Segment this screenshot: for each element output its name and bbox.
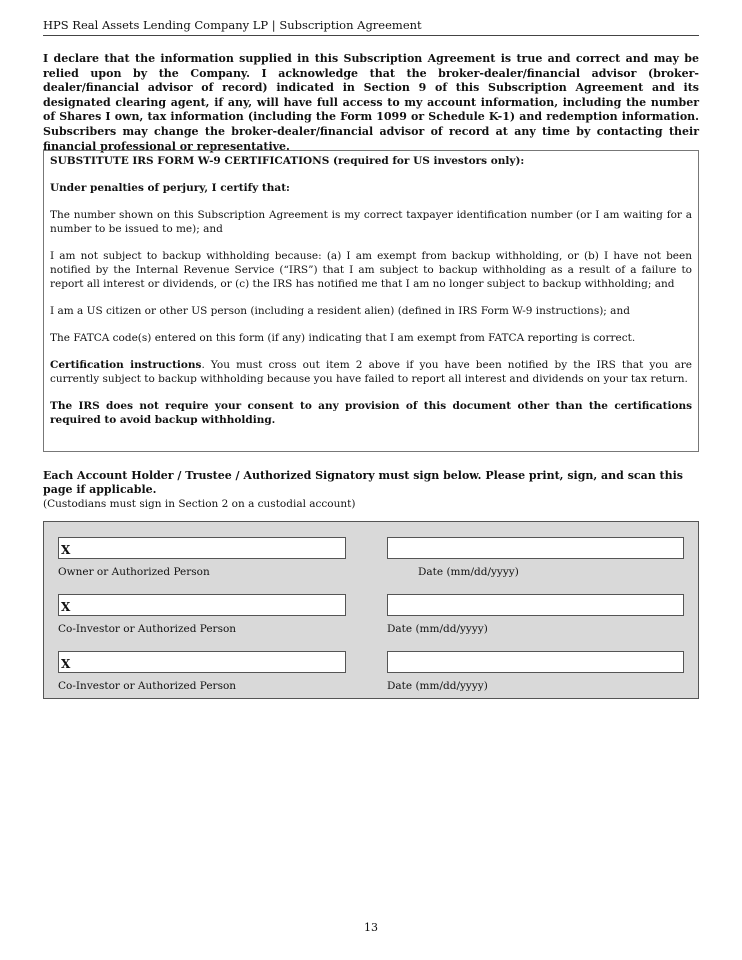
certification-instructions [50, 358, 692, 386]
custodian-note: (Custodians must sign in Section 2 on a custodial account) [43, 498, 356, 510]
perjury-statement: Under penalties of perjury, I certify that: [50, 182, 290, 194]
owner-date-label: Date (mm/dd/yyyy) [418, 566, 519, 578]
co-investor-1-date-label: Date (mm/dd/yyyy) [387, 623, 488, 635]
co-investor-2-signature-field[interactable]: X [58, 651, 346, 673]
irs-consent-statement: The IRS does not require your consent to any provision of this document other than the certifications required to avoid backup withholding. [50, 400, 692, 426]
owner-signature-field[interactable]: X [58, 537, 346, 559]
owner-date-field[interactable] [387, 537, 684, 559]
co-investor-1-date-field[interactable] [387, 594, 684, 616]
document-header: HPS Real Assets Lending Company LP | Subscription Agreement [43, 18, 699, 36]
signature-instruction-text: Each Account Holder / Trustee / Authorized Signatory must sign below. Please print, sign, and scan this page if applicable. [43, 469, 683, 496]
w9-certification-box [43, 150, 699, 452]
w9-item-3: I am a US citizen or other US person (including a resident alien) (defined in IRS Form W-9 instructions); and [50, 305, 630, 317]
co-investor-1-signature-label: Co-Investor or Authorized Person [58, 623, 237, 635]
co-investor-2-date-field[interactable] [387, 651, 684, 673]
w9-item-2: I am not subject to backup withholding because: (a) I am exempt from backup withholding, or (b) I have not been notified by the Internal Revenue Service (“IRS”) that I am subject to backup withholding as a result of a failure to report all interest or dividends, or (c) the IRS has notified me that I am no longer subject to backup withholding; and [50, 250, 692, 290]
certification-label: Certification instructions [50, 359, 202, 371]
co-investor-1-signature-field[interactable]: X [58, 594, 346, 616]
w9-heading: SUBSTITUTE IRS FORM W-9 CERTIFICATIONS (required for US investors only): [50, 155, 525, 167]
signature-instructions [43, 469, 699, 511]
page-number: 13 [364, 921, 378, 934]
owner-signature-label: Owner or Authorized Person [58, 566, 210, 578]
declaration-paragraph: I declare that the information supplied in this Subscription Agreement is true and correct and may be relied upon by the Company. I acknowledge that the broker-dealer/financial advisor (broker-dealer/financial advisor of record) indicated in Section 9 of this Subscription Agreement and its designated clearing agent, if any, will have full access to my account information, including the number of Shares I own, tax information (including the Form 1099 or Schedule K-1) and redemption information. Subscribers may change the broker-dealer/financial advisor of record at any time by contacting their financial professional or representative. [43, 52, 699, 153]
w9-item-1: The number shown on this Subscription Agreement is my correct taxpayer identification number (or I am waiting for a number to be issued to me); and [50, 209, 692, 235]
co-investor-2-date-label: Date (mm/dd/yyyy) [387, 680, 488, 692]
co-investor-2-signature-label: Co-Investor or Authorized Person [58, 680, 237, 692]
certification-text: . You must cross out item 2 above if you have been notified by the IRS that you are currently subject to backup withholding because you have failed to report all interest and dividends on your tax return. [50, 359, 692, 385]
w9-item-4: The FATCA code(s) entered on this form (if any) indicating that I am exempt from FATCA reporting is correct. [50, 332, 636, 344]
signature-panel [43, 521, 699, 699]
